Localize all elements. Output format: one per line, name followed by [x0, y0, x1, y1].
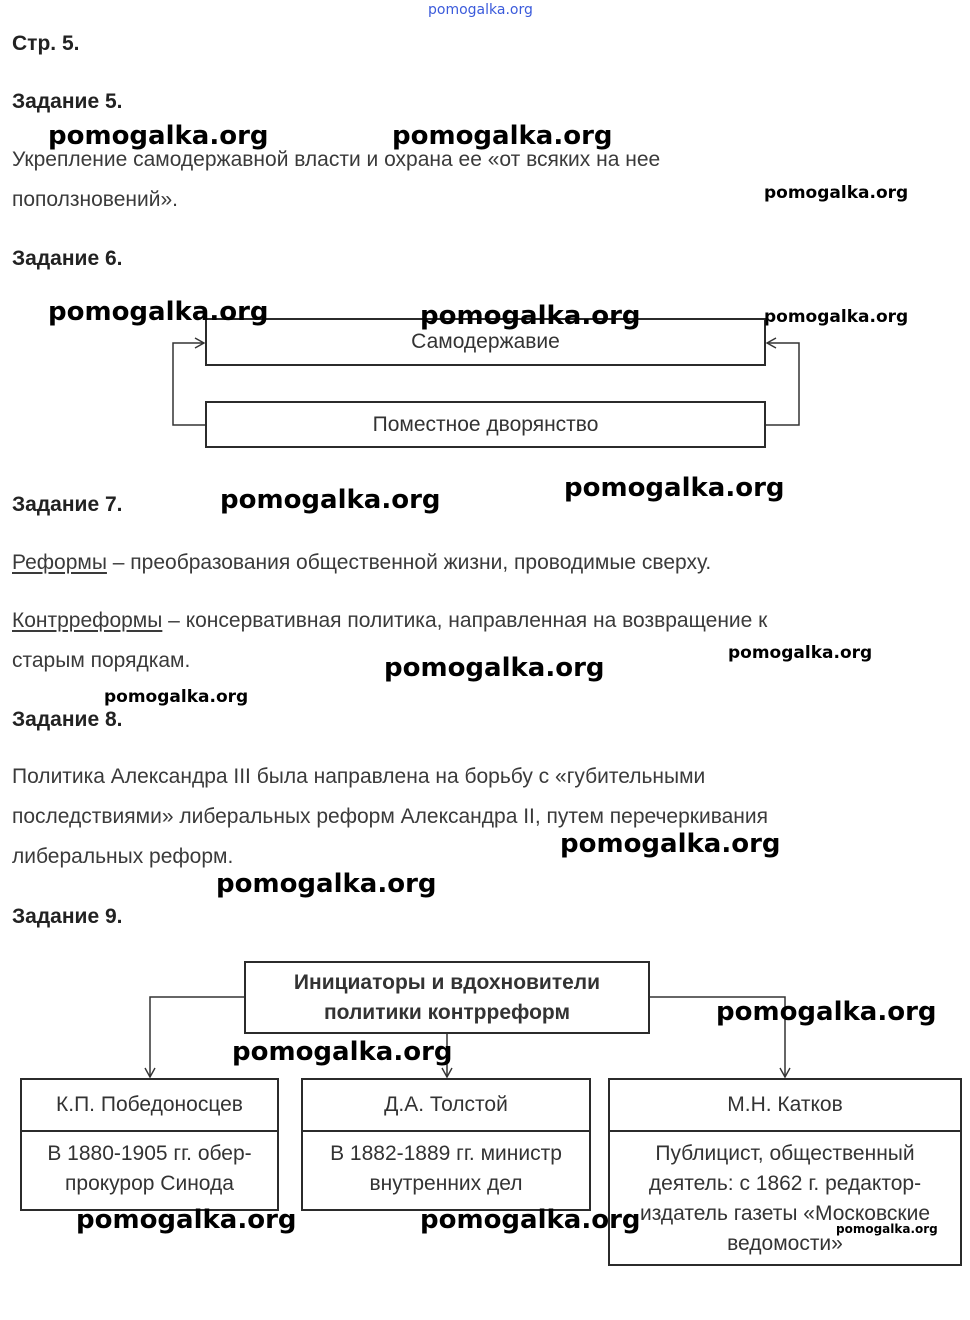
desc-line: Публицист, общественный: [655, 1142, 915, 1165]
person-name: Д.А. Толстой: [303, 1080, 589, 1132]
watermark: pomogalka.org: [716, 997, 937, 1027]
watermark: pomogalka.org: [764, 183, 909, 203]
task7-heading: Задание 7.: [12, 493, 123, 516]
task8-line2: последствиями» либеральных реформ Александра II, путем перечеркивания: [12, 805, 768, 828]
watermark: pomogalka.org: [420, 1205, 641, 1235]
person-card-tolstoy: [301, 1078, 591, 1211]
watermark: pomogalka.org: [216, 869, 437, 899]
desc-line: издатель газеты «Московские: [639, 1202, 931, 1225]
person-description: [303, 1132, 589, 1209]
def-reforms: – преобразования общественной жизни, проводимые сверху.: [106, 551, 712, 574]
task6-left-arrow: [173, 343, 206, 425]
watermark: pomogalka.org: [232, 1037, 453, 1067]
task9-arrow-left: [150, 997, 245, 1077]
person-description: [610, 1132, 960, 1264]
watermark: pomogalka.org: [48, 121, 269, 151]
person-card-pobedonostsev: [20, 1078, 279, 1211]
root-line1: Инициаторы и вдохновители: [293, 970, 601, 994]
watermark: pomogalka.org: [564, 473, 785, 503]
person-name: К.П. Победоносцев: [22, 1080, 277, 1132]
def-counterreforms-line1: – консервативная политика, направленная на возвращение к: [162, 609, 768, 632]
person-name: М.Н. Катков: [610, 1080, 960, 1132]
task8-line3: либеральных реформ.: [12, 845, 234, 868]
person-card-katkov: [608, 1078, 962, 1266]
desc-line: ведомости»: [727, 1232, 843, 1255]
watermark: pomogalka.org: [76, 1205, 297, 1235]
watermark: pomogalka.org: [392, 121, 613, 151]
watermark: pomogalka.org: [420, 301, 641, 331]
desc-line: прокурор Синода: [65, 1172, 234, 1195]
desc-line: В 1880-1905 гг. обер-: [47, 1142, 252, 1165]
watermark-top: pomogalka.org: [428, 2, 533, 18]
task9-heading: Задание 9.: [12, 905, 123, 928]
task5-line1: Укрепление самодержавной власти и охрана ее «от всяких на нее: [12, 148, 661, 171]
task6-heading: Задание 6.: [12, 247, 123, 270]
watermark: pomogalka.org: [836, 1222, 938, 1236]
def-counterreforms-line2: старым порядкам.: [12, 649, 191, 672]
task8-heading: Задание 8.: [12, 708, 123, 731]
task6-right-arrow: [765, 343, 799, 425]
landed-nobility-box: Поместное дворянство: [205, 401, 766, 448]
task5-line2: поползновений».: [12, 188, 178, 211]
watermark: pomogalka.org: [220, 485, 441, 515]
desc-line: внутренних дел: [369, 1172, 523, 1195]
page-label: Стр. 5.: [12, 32, 80, 55]
task5-heading: Задание 5.: [12, 90, 123, 113]
watermark: pomogalka.org: [728, 643, 873, 663]
term-reforms: Реформы: [12, 551, 107, 574]
watermark: pomogalka.org: [104, 687, 249, 707]
task8-line1: Политика Александра III была направлена на борьбу с «губительными: [12, 765, 706, 788]
term-counterreforms: Контрреформы: [12, 609, 163, 632]
person-description: [22, 1132, 277, 1209]
watermark: pomogalka.org: [384, 653, 605, 683]
watermark: pomogalka.org: [764, 307, 909, 327]
desc-line: деятель: с 1862 г. редактор-: [648, 1172, 922, 1195]
autocracy-box: Самодержавие: [205, 318, 766, 366]
watermark: pomogalka.org: [48, 297, 269, 327]
watermark: pomogalka.org: [560, 829, 781, 859]
root-line2: политики контрреформ: [323, 1000, 571, 1024]
desc-line: В 1882-1889 гг. министр: [330, 1142, 562, 1165]
initiators-root-box: [244, 961, 650, 1034]
